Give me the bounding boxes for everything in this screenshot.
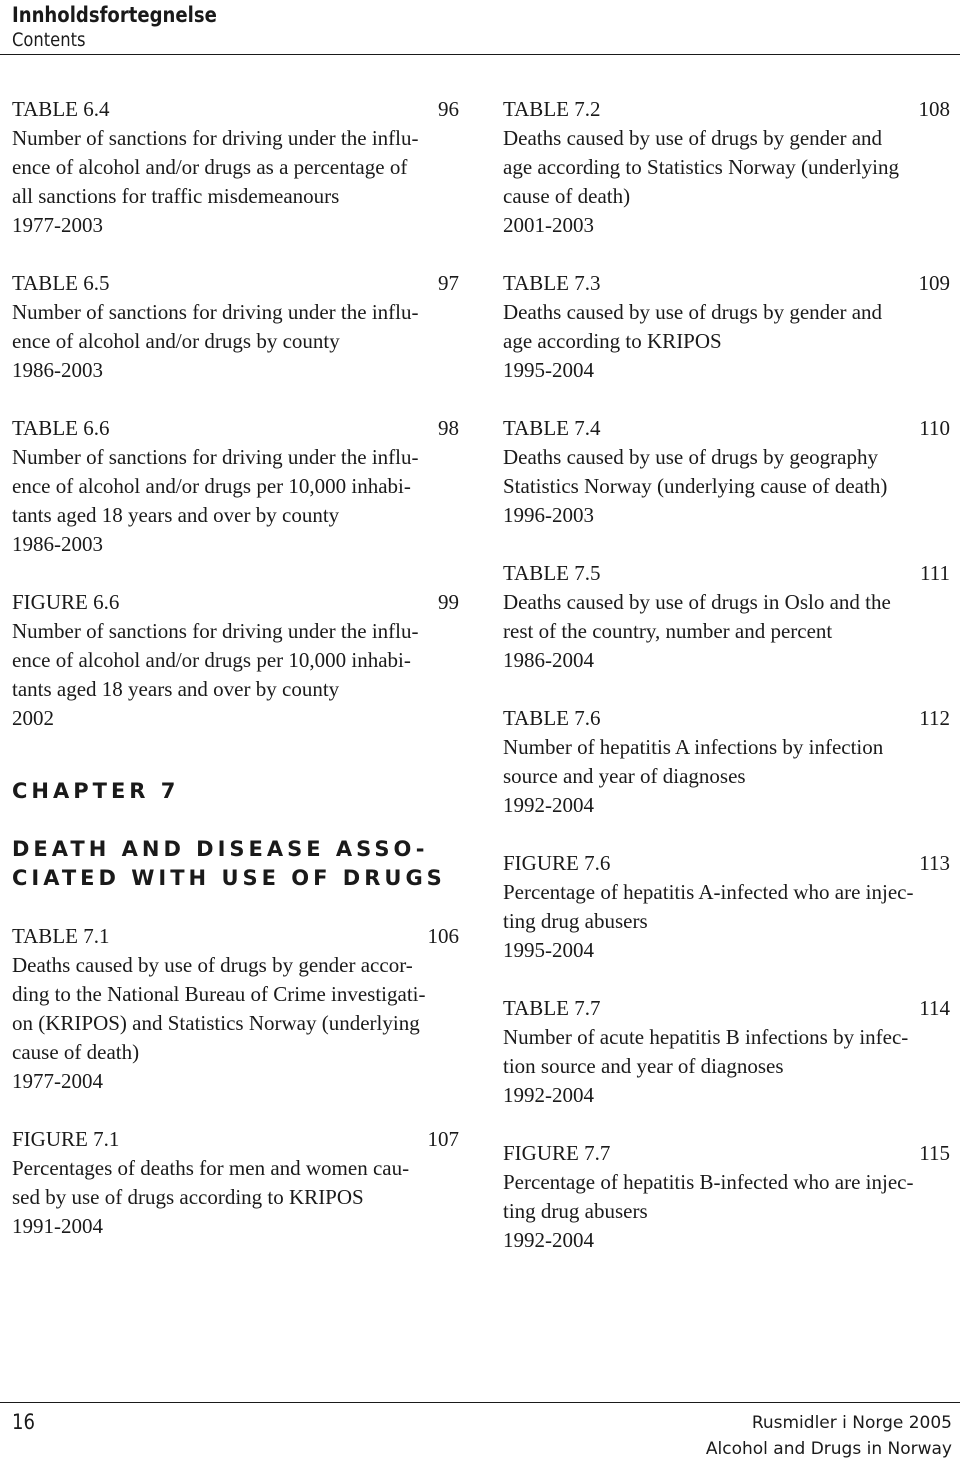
entry-heading xyxy=(12,95,459,124)
entry-description: Percentage of hepatitis A-infected who are injec- ting drug abusers xyxy=(503,880,914,933)
footer-rule xyxy=(0,1402,960,1403)
entry-label: TABLE 6.4 xyxy=(12,97,110,121)
toc-entry[interactable] xyxy=(503,1139,950,1255)
entry-page-number: 96 xyxy=(438,97,459,121)
entry-description: Number of hepatitis A infections by infection source and year of diagnoses xyxy=(503,735,884,788)
entry-years: 2002 xyxy=(12,706,54,730)
page-subtitle: Contents xyxy=(12,29,86,51)
page-header xyxy=(12,0,250,52)
left-column xyxy=(12,95,459,1270)
entry-years: 1996-2003 xyxy=(503,503,594,527)
toc-entry[interactable] xyxy=(503,849,950,965)
toc-entry[interactable] xyxy=(503,704,950,820)
entry-description: Deaths caused by use of drugs by geography Statistics Norway (underlying cause of death) xyxy=(503,445,888,498)
entry-description: Percentages of deaths for men and women cau- sed by use of drugs according to KRIPOS xyxy=(12,1156,410,1209)
publication-info xyxy=(706,1410,952,1462)
entry-years: 1992-2004 xyxy=(503,1083,594,1107)
entry-description: Percentage of hepatitis B-infected who are injec- ting drug abusers xyxy=(503,1170,914,1223)
entry-description: Deaths caused by use of drugs by gender accor- ding to the National Bureau of Crime investigati- on (KRIPOS) and Statistics Norway (underlying cause of death) xyxy=(12,953,426,1064)
entry-page-number: 109 xyxy=(918,271,950,295)
entry-label: TABLE 6.6 xyxy=(12,416,110,440)
entry-years: 1986-2003 xyxy=(12,532,103,556)
entry-heading xyxy=(12,414,459,443)
entry-description: Deaths caused by use of drugs by gender and age according to Statistics Norway (underlying cause of death) xyxy=(503,126,899,208)
entry-years: 1991-2004 xyxy=(12,1214,103,1238)
toc-entry[interactable] xyxy=(12,922,459,1096)
entry-label: FIGURE 6.6 xyxy=(12,590,120,614)
entry-description: Number of sanctions for driving under the influ- ence of alcohol and/or drugs per 10,000 inhabi- tants aged 18 years and over by county xyxy=(12,445,419,527)
entry-years: 1995-2004 xyxy=(503,358,594,382)
entry-page-number: 110 xyxy=(919,416,950,440)
entry-label: TABLE 7.6 xyxy=(503,706,601,730)
entry-heading xyxy=(503,849,950,878)
entry-description: Deaths caused by use of drugs by gender and age according to KRIPOS xyxy=(503,300,883,353)
entry-years: 1986-2004 xyxy=(503,648,594,672)
right-column xyxy=(503,95,950,1284)
toc-entry[interactable] xyxy=(503,95,950,240)
entry-heading xyxy=(503,994,950,1023)
page-number: 16 xyxy=(12,1410,35,1434)
publication-title: Rusmidler i Norge 2005 xyxy=(751,1413,952,1433)
entry-page-number: 112 xyxy=(919,706,950,730)
entry-label: FIGURE 7.6 xyxy=(503,851,611,875)
entry-label: FIGURE 7.1 xyxy=(12,1127,120,1151)
entry-page-number: 111 xyxy=(920,561,950,585)
entry-page-number: 113 xyxy=(919,851,950,875)
entry-years: 1992-2004 xyxy=(503,1228,594,1252)
entry-years: 1992-2004 xyxy=(503,793,594,817)
toc-entry[interactable] xyxy=(12,588,459,733)
entry-description: Number of sanctions for driving under the influ- ence of alcohol and/or drugs per 10,000 inhabi- tants aged 18 years and over by county xyxy=(12,619,419,701)
entry-label: TABLE 7.4 xyxy=(503,416,601,440)
entry-heading xyxy=(503,704,950,733)
entry-years: 1977-2004 xyxy=(12,1069,103,1093)
toc-entry[interactable] xyxy=(503,994,950,1110)
entry-years: 1995-2004 xyxy=(503,938,594,962)
entry-description: Number of sanctions for driving under the influ- ence of alcohol and/or drugs by county xyxy=(12,300,419,353)
entry-heading xyxy=(503,95,950,124)
entry-page-number: 114 xyxy=(919,996,950,1020)
toc-entry[interactable] xyxy=(503,559,950,675)
entry-description: Deaths caused by use of drugs in Oslo and the rest of the country, number and percent xyxy=(503,590,891,643)
entry-description: Number of acute hepatitis B infections by infec- tion source and year of diagnoses xyxy=(503,1025,909,1078)
entry-page-number: 108 xyxy=(918,97,950,121)
entry-years: 2001-2003 xyxy=(503,213,594,237)
entry-label: TABLE 7.2 xyxy=(503,97,601,121)
entry-heading xyxy=(12,1125,459,1154)
toc-entry[interactable] xyxy=(12,414,459,559)
entry-heading xyxy=(503,269,950,298)
entry-heading xyxy=(503,414,950,443)
entry-heading xyxy=(503,559,950,588)
toc-entry[interactable] xyxy=(503,414,950,530)
entry-label: TABLE 7.3 xyxy=(503,271,601,295)
entry-heading xyxy=(12,269,459,298)
entry-years: 1986-2003 xyxy=(12,358,103,382)
entry-label: TABLE 6.5 xyxy=(12,271,110,295)
entry-page-number: 97 xyxy=(438,271,459,295)
entry-heading xyxy=(12,588,459,617)
toc-entry[interactable] xyxy=(503,269,950,385)
toc-entry[interactable] xyxy=(12,95,459,240)
page-title: Innholdsfortegnelse xyxy=(12,3,217,27)
chapter-label: CHAPTER 7 xyxy=(12,779,180,803)
chapter-title: DEATH AND DISEASE ASSO- CIATED WITH USE OF DRUGS xyxy=(12,837,446,890)
entry-page-number: 115 xyxy=(919,1141,950,1165)
entry-label: TABLE 7.5 xyxy=(503,561,601,585)
entry-page-number: 106 xyxy=(427,924,459,948)
entry-page-number: 99 xyxy=(438,590,459,614)
entry-label: TABLE 7.7 xyxy=(503,996,601,1020)
entry-heading xyxy=(12,922,459,951)
entry-page-number: 98 xyxy=(438,416,459,440)
entry-heading xyxy=(503,1139,950,1168)
entry-years: 1977-2003 xyxy=(12,213,103,237)
entry-label: TABLE 7.1 xyxy=(12,924,110,948)
header-rule xyxy=(0,54,960,55)
entry-page-number: 107 xyxy=(427,1127,459,1151)
publication-subtitle: Alcohol and Drugs in Norway xyxy=(705,1439,952,1459)
entry-description: Number of sanctions for driving under the influ- ence of alcohol and/or drugs as a percentage of all sanctions for traffic misdemeanours xyxy=(12,126,419,208)
entry-label: FIGURE 7.7 xyxy=(503,1141,611,1165)
toc-entry[interactable] xyxy=(12,1125,459,1241)
toc-entry[interactable] xyxy=(12,269,459,385)
